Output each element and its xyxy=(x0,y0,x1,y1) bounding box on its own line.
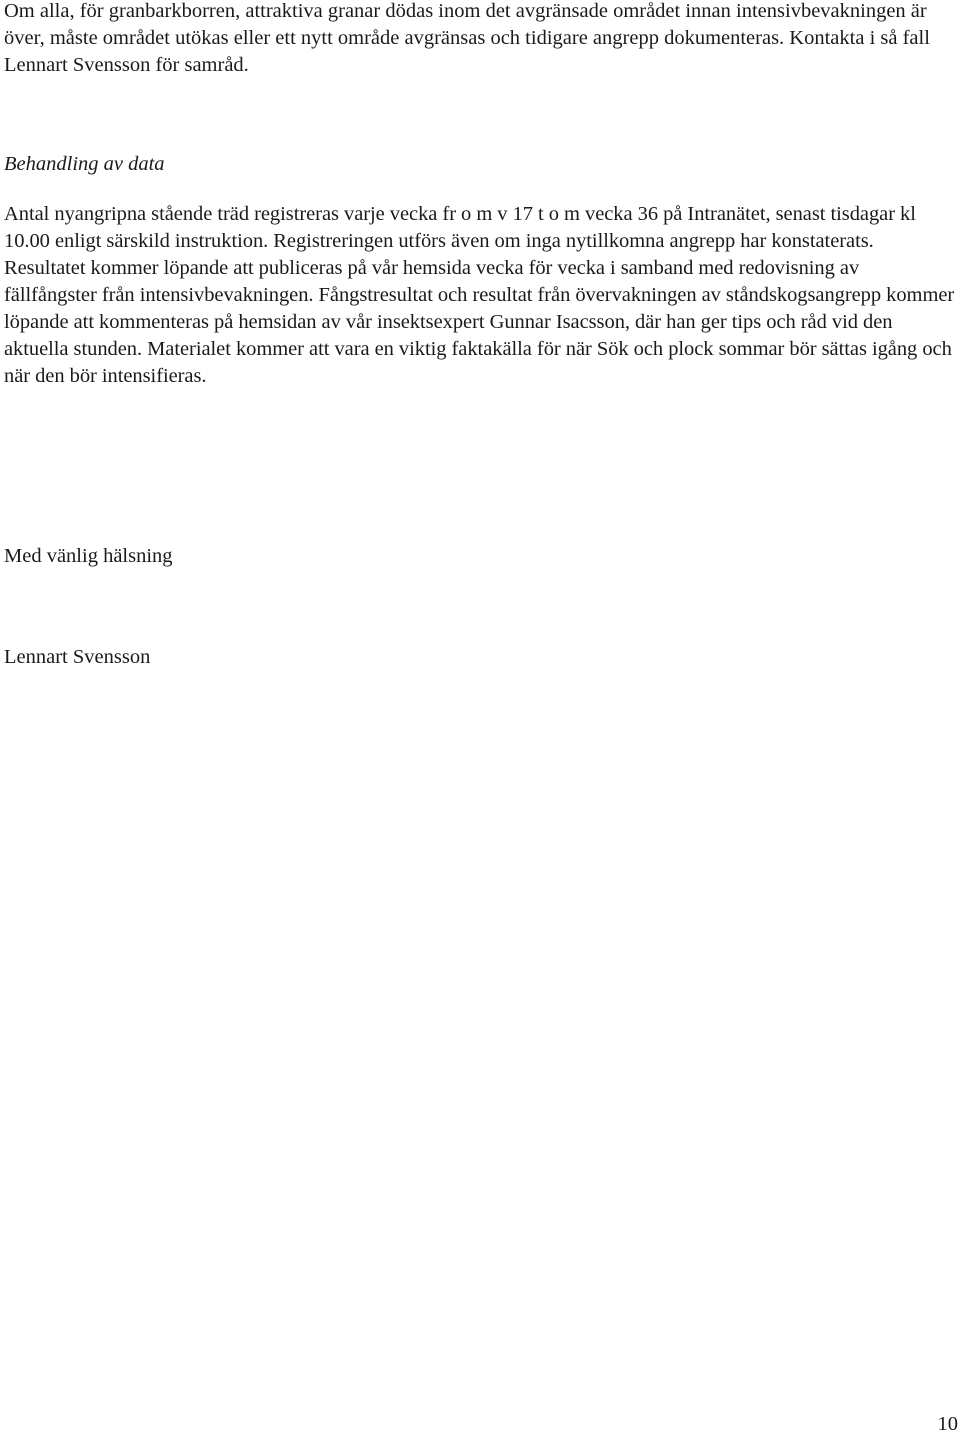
signature-name: Lennart Svensson xyxy=(4,646,151,668)
intro-paragraph: Om alla, för granbarkborren, attraktiva granar dödas inom det avgränsade området innan intensivbevakningen är över, måste området utökas eller ett nytt område avgränsas och tidigare angrepp dokumenteras. Kontakta i så fall Lennart Svensson för samråd. xyxy=(4,0,930,76)
closing-greeting: Med vänlig hälsning xyxy=(4,545,173,567)
section-heading: Behandling av data xyxy=(4,153,165,175)
body-paragraph: Antal nyangripna stående träd registreras varje vecka fr o m v 17 t o m vecka 36 på Intranätet, senast tisdagar kl 10.00 enligt särskild instruktion. Registreringen utförs även om inga nytillkomna angrepp har konstaterats. Resultatet kommer löpande att publiceras på vår hemsida vecka för vecka i samband med redovisning av fällfångster från intensivbevakningen. Fångstresultat och resultat från övervakningen av ståndskogsangrepp kommer löpande att kommenteras på hemsidan av vår insektsexpert Gunnar Isacsson, där han ger tips och råd vid den aktuella stunden. Materialet kommer att vara en viktig faktakälla för när Sök och plock sommar bör sättas igång och när den bör intensifieras. xyxy=(4,203,955,387)
page-number: 10 xyxy=(937,1413,958,1435)
